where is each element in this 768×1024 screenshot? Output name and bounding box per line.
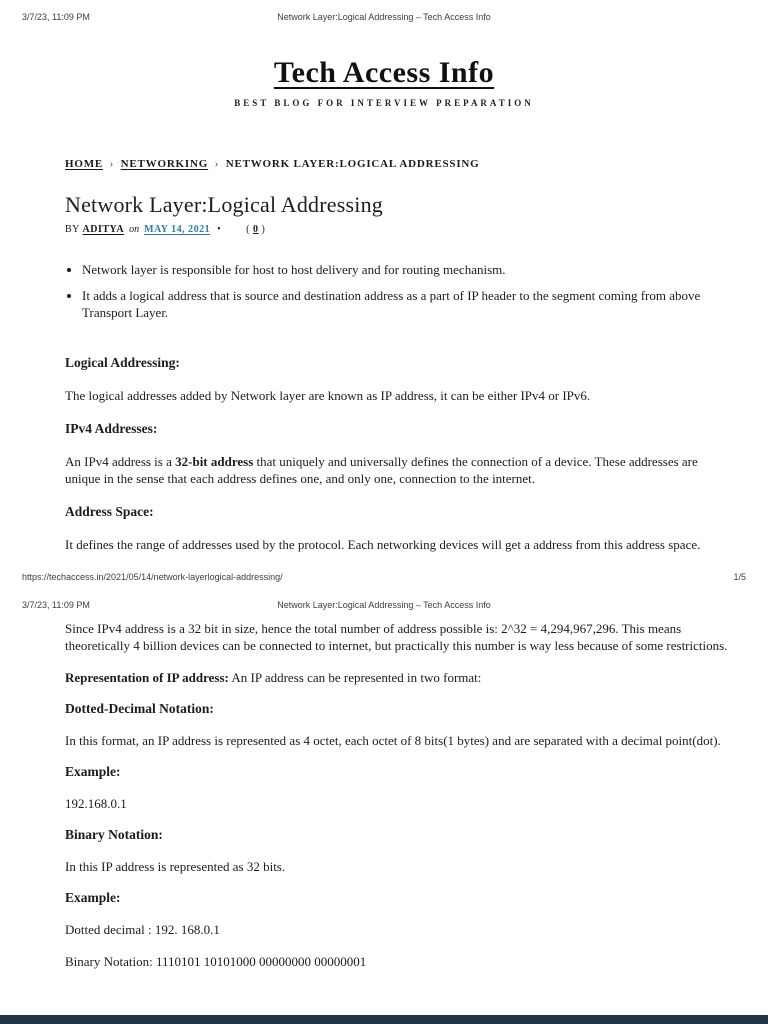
- site-title-link[interactable]: Tech Access Info: [273, 56, 495, 89]
- print-footer: [0, 572, 768, 582]
- comments-count-link[interactable]: 0: [253, 224, 259, 235]
- bottom-bar: [0, 1015, 768, 1024]
- heading-example-1: Example:: [65, 764, 121, 779]
- representation-label: Representation of IP address:: [65, 670, 229, 685]
- print-datetime: 3/7/23, 11:09 PM: [22, 12, 90, 22]
- para-ipv4-pre: An IPv4 address is a: [65, 454, 176, 469]
- site-header: [0, 56, 768, 108]
- post-title: Network Layer:Logical Addressing: [65, 192, 383, 217]
- para-ipv4-post: that uniquely and universally defines the connection of a device. These addresses are unique in the sense that each address defines one, and only one, connection to the internet.: [65, 454, 698, 486]
- bullet-item: • It adds a logical address that is source and destination address as a part of IP header to the segment coming from above Transport Layer.: [82, 287, 732, 321]
- breadcrumb: [65, 158, 732, 170]
- print-footer-page-number: 1/5: [733, 572, 746, 582]
- para-ipv4-bold: 32-bit address: [175, 454, 254, 469]
- print-doc-title: Network Layer:Logical Addressing – Tech Access Info: [277, 600, 491, 610]
- para-address-count: Since IPv4 address is a 32 bit in size, hence the total number of address possible is: 2^32 = 4,294,967,296. This means theoretically 4 billion devices can be connected to internet, but practically this number is way less because of some restrictions.: [65, 621, 728, 653]
- representation-text: An IP address can be represented in two format:: [228, 670, 482, 685]
- breadcrumb-separator-icon: ›: [109, 158, 115, 170]
- byline-on: on: [129, 224, 140, 235]
- print-doc-title: Network Layer:Logical Addressing – Tech Access Info: [277, 12, 491, 22]
- para-address-space: It defines the range of addresses used by the protocol. Each networking devices will get a address from this address space.: [65, 537, 701, 552]
- para-representation: [65, 669, 732, 686]
- heading-binary-notation: Binary Notation:: [65, 827, 163, 842]
- heading-ipv4-addresses: IPv4 Addresses:: [65, 421, 158, 436]
- byline: [65, 224, 732, 235]
- para-example-ip: 192.168.0.1: [65, 796, 127, 811]
- para-logical-addressing: The logical addresses added by Network layer are known as IP address, it can be either IPv4 or IPv6.: [65, 388, 591, 403]
- print-datetime: 3/7/23, 11:09 PM: [22, 600, 90, 610]
- print-header: [0, 0, 768, 24]
- breadcrumb-current: NETWORK LAYER:LOGICAL ADDRESSING: [225, 158, 480, 170]
- comments-paren-close: ): [261, 224, 266, 235]
- article: [0, 158, 768, 553]
- heading-dotted-decimal: Dotted-Decimal Notation:: [65, 701, 214, 716]
- comments-count: [246, 224, 265, 235]
- breadcrumb-separator-icon: ›: [214, 158, 220, 170]
- bullet-item: • Network layer is responsible for host to host delivery and for routing mechanism.: [82, 261, 732, 278]
- print-footer-url: https://techaccess.in/2021/05/14/network-layerlogical-addressing/: [22, 572, 283, 582]
- heading-address-space: Address Space:: [65, 504, 154, 519]
- byline-dot: •: [217, 224, 222, 235]
- para-ipv4-addresses: [65, 453, 732, 487]
- article-continued: [0, 620, 768, 970]
- heading-example-2: Example:: [65, 890, 121, 905]
- comments-paren-open: (: [246, 224, 251, 235]
- breadcrumb-networking-link[interactable]: NETWORKING: [120, 158, 209, 170]
- site-tagline: BEST BLOG FOR INTERVIEW PREPARATION: [234, 98, 534, 108]
- print-header: [0, 588, 768, 612]
- para-binary-notation: In this IP address is represented as 32 bits.: [65, 859, 286, 874]
- byline-prefix: BY: [65, 224, 80, 235]
- breadcrumb-home-link[interactable]: HOME: [65, 158, 104, 170]
- para-dotted-decimal: In this format, an IP address is represented as 4 octet, each octet of 8 bits(1 bytes) and are separated with a decimal point(dot).: [65, 733, 721, 748]
- post-date-link[interactable]: MAY 14, 2021: [144, 224, 211, 235]
- para-binary-notation-example: Binary Notation: 1110101 10101000 00000000 00000001: [65, 954, 367, 969]
- print-page-2: [0, 588, 768, 1014]
- author-link[interactable]: ADITYA: [82, 224, 125, 235]
- heading-logical-addressing: Logical Addressing:: [65, 355, 180, 370]
- intro-bullet-list: [65, 261, 732, 321]
- para-dotted-decimal-example: Dotted decimal : 192. 168.0.1: [65, 922, 220, 937]
